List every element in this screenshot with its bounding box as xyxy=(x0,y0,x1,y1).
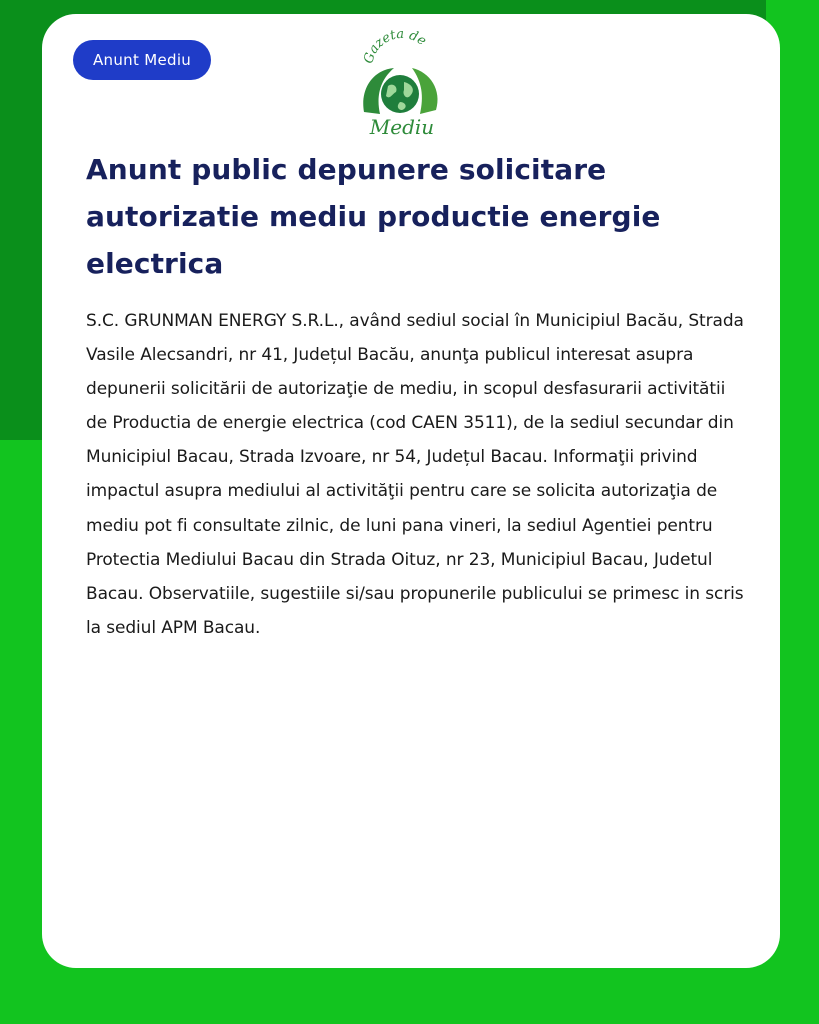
article-title: Anunt public depunere solicitare autorizatie mediu productie energie electrica xyxy=(86,153,661,280)
category-badge[interactable]: Anunt Mediu xyxy=(73,40,211,80)
announcement-card xyxy=(42,14,780,968)
logo-top-text: Gazeta de xyxy=(361,30,429,66)
globe-leaf-logo-icon xyxy=(350,30,450,142)
logo-bottom-text: Mediu xyxy=(369,115,435,139)
article-body: S.C. GRUNMAN ENERGY S.R.L., având sediul social în Municipiul Bacău, Strada Vasile Alecsandri, nr 41, Județul Bacău, anunţa publicul interesat asupra depunerii solicitării de autorizaţie de mediu, in scopul desfasurarii activitătii de Productia de energie electrica (cod CAEN 3511), de la sediul secundar din Municipiul Bacau, Strada Izvoare, nr 54, Județul Bacau. Informaţii privind impactul asupra mediului al activităţii pentru care se solicita autorizaţia de mediu pot fi consultate zilnic, de luni pana vineri, la sediul Agentiei pentru Protectia Mediului Bacau din Strada Oituz, nr 23, Municipiul Bacau, Judetul Bacau. Observatiile, sugestiile si/sau propunerile publicului se primesc in scris la sediul APM Bacau. xyxy=(86,311,744,638)
gazeta-de-mediu-logo[interactable] xyxy=(350,30,450,142)
